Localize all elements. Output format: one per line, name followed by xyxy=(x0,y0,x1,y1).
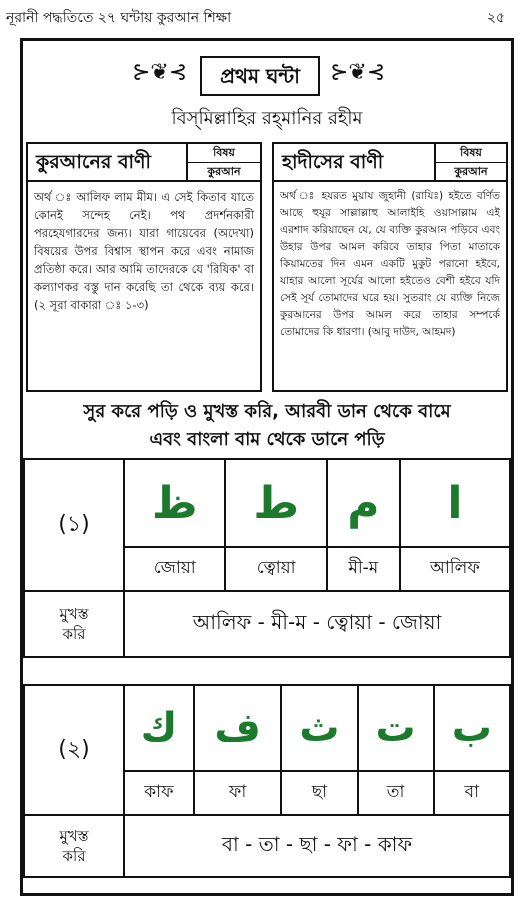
quran-box-title: কুরআনের বাণী xyxy=(28,144,186,182)
page-header xyxy=(0,0,527,34)
tag-value: কুরআন xyxy=(207,165,241,178)
memorize-label xyxy=(24,591,124,657)
memorize-sequence: বা - তা - ছা - ফা - কাফ xyxy=(124,815,510,877)
lesson-1-number: (১) xyxy=(24,459,124,591)
hadith-box-text: অর্থ ঃ হযরত মুয়ায জুহানী (রাযিঃ) হইতে বর্ণিত আছে হুযূর সাল্লাল্লাহু আলাইহি ওয়াসাল্লাম এই এরশাদ করিয়াছেন যে, যে ব্যক্তি কুরআন পড়িবে এবং উহার উপর আমল করিবে তাহার পিতা মাতাকে কিয়ামতের দিন এমন একটি মুকুট পরানো হইবে, যাহার আলো সূর্যের আলো হইতেও বেশী হইবে যদি সেই সূর্য তোমাদের ঘরে হয়। সুতরাং যে ব্যক্তি নিজে কুরআনের উপর আমল করে তাহার সম্পর্কে তোমাদের কি ধারণা। (আবু দাউদ, আহমদ) xyxy=(280,190,500,338)
bangla-letter-name: ত্বোয়া xyxy=(225,547,326,591)
bismillah: বিস্‌মিল্লাহির রহ্‌মানির রহীম xyxy=(171,108,363,129)
memorize-label xyxy=(24,815,124,877)
page-number: ২৫ xyxy=(486,10,505,26)
memorize-label-1: মুখস্ত xyxy=(59,827,89,845)
reading-instruction xyxy=(20,398,514,454)
ornament-right-icon: ⊱❦⊰ xyxy=(330,60,386,85)
arabic-letter: م xyxy=(327,459,400,547)
lesson-1-table xyxy=(23,458,511,658)
bangla-letter-name: কাফ xyxy=(124,771,194,815)
memorize-label-2: করি xyxy=(62,625,86,643)
bangla-letter-name: ছা xyxy=(281,771,357,815)
lesson-2-table xyxy=(23,684,511,878)
lesson-2-number: (২) xyxy=(24,685,124,815)
ornament-left-icon: ⊱❦⊰ xyxy=(132,60,188,85)
instruction-line-2: এবং বাংলা বাম থেকে ডানে পড়ি xyxy=(149,429,385,450)
memorize-sequence: আলিফ - মী-ম - ত্বোয়া - জোয়া xyxy=(124,591,510,657)
arabic-letter: ب xyxy=(434,685,510,771)
arabic-letter: ف xyxy=(194,685,282,771)
quran-box-tag xyxy=(186,144,260,182)
arabic-letter: ط xyxy=(225,459,326,547)
arabic-letter: ت xyxy=(358,685,434,771)
tag-value: কুরআন xyxy=(454,165,488,178)
instruction-line-1: সুর করে পড়ি ও মুখস্ত করি, আরবী ডান থেকে বামে xyxy=(83,401,451,422)
memorize-label-2: করি xyxy=(62,847,86,865)
lesson-title: প্রথম ঘন্টা xyxy=(200,56,320,96)
quran-box-text: অর্থ ঃ আলিফ লাম মীম। এ সেই কিতাব যাতে কোনই সন্দেহ নেই। পথ প্রদর্শনকারী পরহেযগারদের জন্য। যারা গায়েবের (অদেখা) বিষয়ের উপর বিশ্বাস স্থাপন করে এবং নামাজ প্রতিষ্ঠা করে। আর আমি তাদেরকে যে 'রিযিক' বা কল্যাণকর বস্তু দান করেছি তা থেকে ব্যয় করে। (২ সূরা বাকারা ঃ ১-৩) xyxy=(34,190,254,312)
bangla-letter-name: জোয়া xyxy=(124,547,225,591)
arabic-letter: ظ xyxy=(124,459,225,547)
arabic-letter: ث xyxy=(281,685,357,771)
arabic-letter: ك xyxy=(124,685,194,771)
arabic-letter: ا xyxy=(400,459,510,547)
bangla-letter-name: বা xyxy=(434,771,510,815)
hadith-box-tag xyxy=(434,144,506,182)
bangla-letter-name: তা xyxy=(358,771,434,815)
tag-label: বিষয় xyxy=(436,144,506,163)
hadith-box xyxy=(272,142,508,392)
bangla-letter-name: মী-ম xyxy=(327,547,400,591)
book-title: নূরানী পদ্ধতিতে ২৭ ঘন্টায় কুরআন শিক্ষা xyxy=(6,10,232,26)
hadith-box-title: হাদীসের বাণী xyxy=(274,144,434,182)
bangla-letter-name: আলিফ xyxy=(400,547,510,591)
tag-label: বিষয় xyxy=(188,144,260,163)
bangla-letter-name: ফা xyxy=(194,771,282,815)
quran-box xyxy=(26,142,262,392)
memorize-label-1: মুখস্ত xyxy=(59,605,89,623)
